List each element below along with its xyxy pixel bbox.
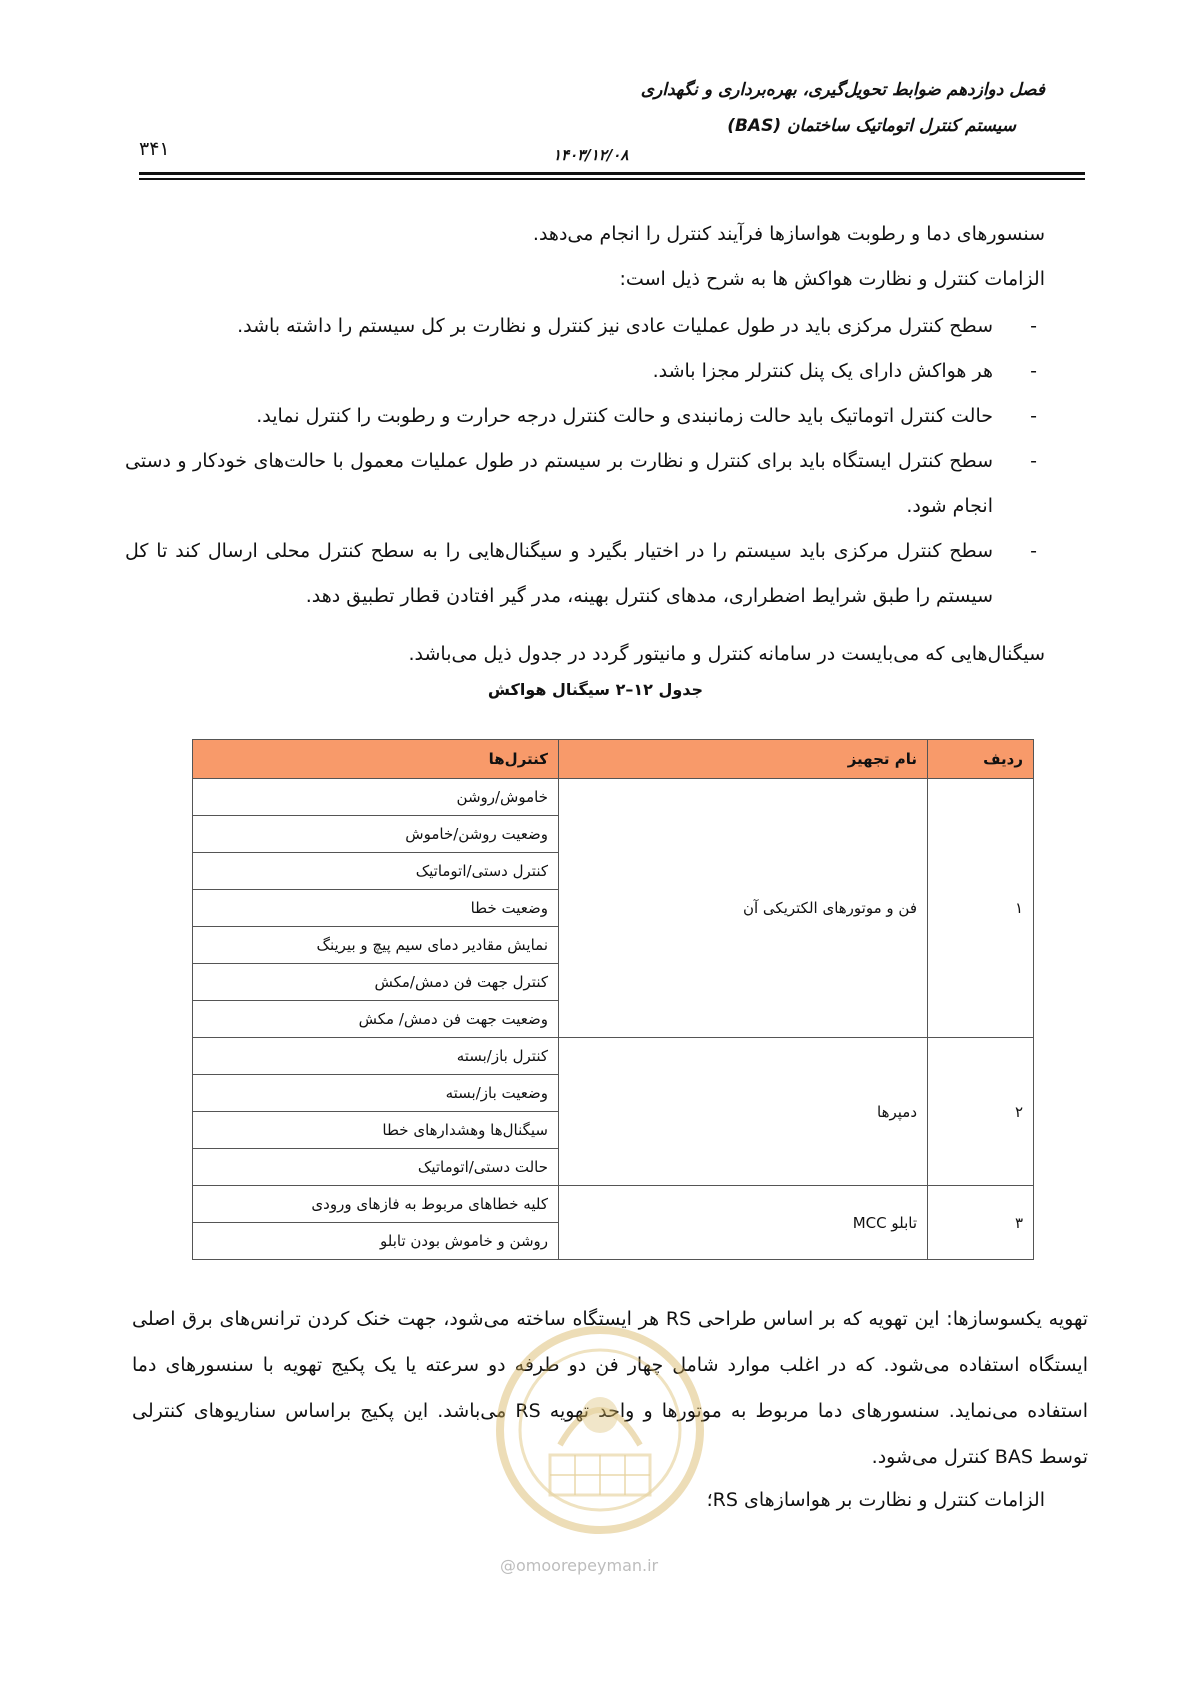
header-equipment: نام تجهیز bbox=[559, 740, 928, 779]
list-item bbox=[125, 304, 1045, 349]
bullet-dash: - bbox=[1030, 540, 1037, 562]
control-cell: کلیه خطاهای مربوط به فازهای ورودی bbox=[193, 1186, 559, 1223]
bullet-dash: - bbox=[1030, 405, 1037, 427]
bullet-dash: - bbox=[1030, 360, 1037, 382]
header-row-number: ردیف bbox=[928, 740, 1034, 779]
header-rule-thin bbox=[139, 178, 1085, 180]
table-row bbox=[193, 779, 1034, 816]
list-item bbox=[125, 394, 1045, 439]
paragraph-top-line: سنسورهای دما و رطوبت هواسازها فرآیند کنترل را انجام می‌دهد. bbox=[532, 223, 1045, 245]
paragraph-signals: سیگنال‌هایی که می‌بایست در سامانه کنترل و مانیتور گردد در جدول ذیل می‌باشد. bbox=[408, 643, 1045, 665]
list-item bbox=[125, 439, 1045, 529]
row-number-cell: ۲ bbox=[928, 1038, 1034, 1186]
header-date: ۱۴۰۳/۱۲/۰۸ bbox=[553, 146, 629, 164]
bullet-dash: - bbox=[1030, 450, 1037, 472]
control-cell: حالت دستی/اتوماتیک bbox=[193, 1149, 559, 1186]
watermark-seal-logo bbox=[490, 1315, 710, 1555]
control-cell: وضعیت خطا bbox=[193, 890, 559, 927]
header-controls: کنترل‌ها bbox=[193, 740, 559, 779]
control-cell: روشن و خاموش بودن تابلو bbox=[193, 1223, 559, 1260]
equipment-cell: تابلو MCC bbox=[559, 1186, 928, 1260]
equipment-cell: دمپرها bbox=[559, 1038, 928, 1186]
row-number-cell: ۱ bbox=[928, 779, 1034, 1038]
control-cell: خاموش/روشن bbox=[193, 779, 559, 816]
table-header-row bbox=[193, 740, 1034, 779]
header-rule-thick bbox=[139, 172, 1085, 175]
requirements-list bbox=[125, 304, 1045, 619]
signals-table bbox=[192, 739, 1034, 1260]
paragraph-rectifier-ventilation: تهویه یکسوسازها: این تهویه که بر اساس طراحی RS هر ایستگاه ساخته می‌شود، جهت خنک کردن ترانس‌های برق اصلی ایستگاه استفاده می‌شود. که در اغلب موارد شامل چهار فن دو طرفه دو سرعته یا یک پکیج تهویه با سنسورهای دما استفاده می‌نماید. سنسورهای دما مربوط به موتورها و واحد تهویه RS می‌باشد. این پکیج براساس سناریوهای کنترلی توسط BAS کنترل می‌شود. bbox=[132, 1308, 1089, 1468]
table-row bbox=[193, 1038, 1034, 1075]
list-item-text: حالت کنترل اتوماتیک باید حالت زمانبندی و حالت کنترل درجه حرارت و رطوبت را کنترل نماید. bbox=[256, 405, 993, 427]
header-chapter-title: فصل دوازدهم ضوابط تحویل‌گیری، بهره‌برداری و نگهداری bbox=[640, 80, 1045, 100]
list-item-text: سطح کنترل ایستگاه باید برای کنترل و نظارت بر سیستم در طول عملیات معمول با حالت‌های خودکار و دستی انجام شود. bbox=[125, 450, 993, 517]
list-item-text: سطح کنترل مرکزی باید سیستم را در اختیار بگیرد و سیگنال‌هایی را به سطح کنترل محلی ارسال کند تا کل سیستم را طبق شرایط اضطراری، مدهای کنترل بهینه، مدر گیر افتادن قطار تطبیق دهد. bbox=[125, 540, 993, 607]
table-caption: جدول ۱۲–۲ سیگنال هواکش bbox=[487, 680, 704, 699]
list-item-text: هر هواکش دارای یک پنل کنترلر مجزا باشد. bbox=[652, 360, 993, 382]
control-cell: وضعیت روشن/خاموش bbox=[193, 816, 559, 853]
list-item-text: سطح کنترل مرکزی باید در طول عملیات عادی نیز کنترل و نظارت بر کل سیستم را داشته باشد. bbox=[237, 315, 993, 337]
equipment-cell: فن و موتورهای الکتریکی آن bbox=[559, 779, 928, 1038]
header-system-title: سیستم کنترل اتوماتیک ساختمان (BAS) bbox=[727, 116, 1016, 136]
control-cell: کنترل جهت فن دمش/مکش bbox=[193, 964, 559, 1001]
watermark-url: @omoorepeyman.ir bbox=[500, 1556, 659, 1575]
control-cell: نمایش مقادیر دمای سیم پیچ و بیرینگ bbox=[193, 927, 559, 964]
control-cell: وضعیت باز/بسته bbox=[193, 1075, 559, 1112]
control-cell: کنترل باز/بسته bbox=[193, 1038, 559, 1075]
control-cell: وضعیت جهت فن دمش/ مکش bbox=[193, 1001, 559, 1038]
list-item bbox=[125, 529, 1045, 619]
bullet-dash: - bbox=[1030, 315, 1037, 337]
list-item bbox=[125, 349, 1045, 394]
table-row bbox=[193, 1186, 1034, 1223]
row-number-cell: ۳ bbox=[928, 1186, 1034, 1260]
control-cell: سیگنال‌ها وهشدارهای خطا bbox=[193, 1112, 559, 1149]
paragraph-intro: الزامات کنترل و نظارت هواکش ها به شرح ذیل است: bbox=[619, 268, 1045, 290]
paragraph-rs-requirements: الزامات کنترل و نظارت بر هواسازهای RS؛ bbox=[706, 1489, 1045, 1511]
page-number: ۳۴۱ bbox=[139, 138, 170, 160]
control-cell: کنترل دستی/اتوماتیک bbox=[193, 853, 559, 890]
